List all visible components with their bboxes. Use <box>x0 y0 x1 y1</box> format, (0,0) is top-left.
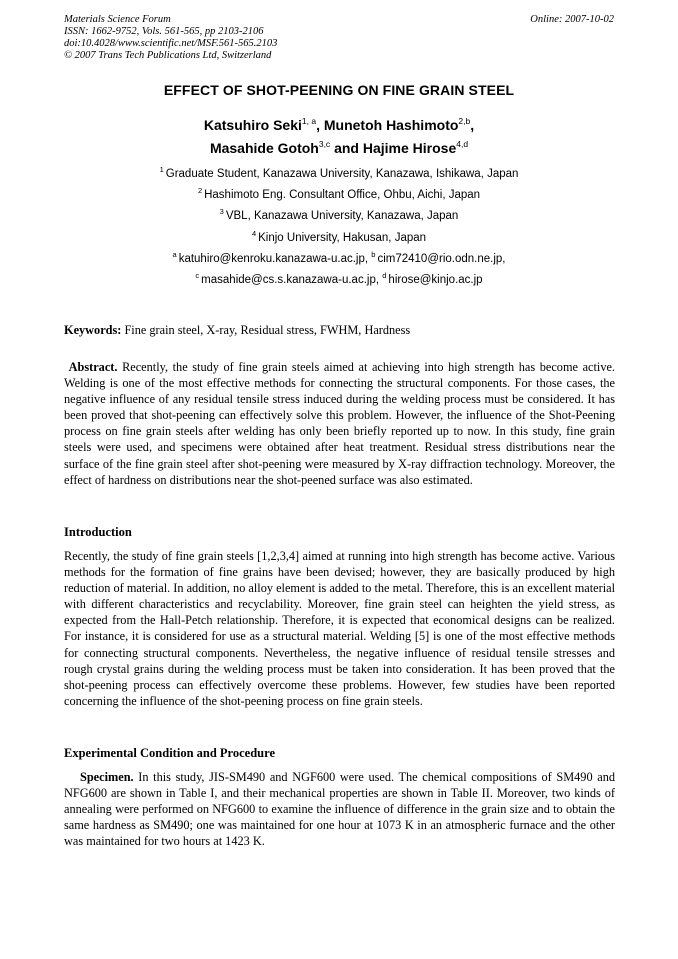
email-address: cim72410@rio.odn.ne.jp, <box>377 253 506 265</box>
journal-name: Materials Science Forum <box>64 14 171 25</box>
affiliation-text: VBL, Kanazawa University, Kanazawa, Japan <box>225 210 459 222</box>
doi-line: doi:10.4028/www.scientific.net/MSF.561-565.2103 <box>64 38 278 49</box>
author-line-2 <box>0 139 678 156</box>
author-sup: 3,c <box>318 139 331 149</box>
author-separator: , <box>316 117 324 133</box>
issn-line: ISSN: 1662-9752, Vols. 561-565, pp 2103-2106 <box>64 26 264 37</box>
email-line-1 <box>0 250 678 265</box>
affiliation-sup: 3 <box>219 207 224 216</box>
author-name: Munetoh Hashimoto <box>323 117 459 133</box>
affiliation-text: Kinjo University, Hakusan, Japan <box>258 232 427 244</box>
author-name: Masahide Gotoh <box>209 140 319 156</box>
email-sup: b <box>371 250 376 259</box>
author-sup: 4,d <box>456 139 469 149</box>
email-address: masahide@cs.s.kanazawa-u.ac.jp, <box>201 274 380 286</box>
email-sup: a <box>172 250 177 259</box>
copyright-line: © 2007 Trans Tech Publications Ltd, Switzerland <box>64 50 272 61</box>
author-sup: 2,b <box>458 116 471 126</box>
affiliation-text: Hashimoto Eng. Consultant Office, Ohbu, Aichi, Japan <box>204 189 481 201</box>
abstract <box>64 359 615 488</box>
specimen-paragraph <box>64 769 615 849</box>
author-name: Hajime Hirose <box>362 140 457 156</box>
keywords-text: Fine grain steel, X-ray, Residual stress, FWHM, Hardness <box>124 323 411 337</box>
paper-title: EFFECT OF SHOT-PEENING ON FINE GRAIN STEEL <box>163 82 515 98</box>
introduction-text: Recently, the study of fine grain steels [1,2,3,4] aimed at running into high strength has become active. Various methods for the formation of fine grains have been devised; however, they are basically produced by high reduction of material. In addition, no alloy element is added to the metal. Therefore, this is an excellent material with different characteristics and recyclability. Moreover, fine grain steel can heighten the yield stress, as expected from the Hall-Petch relationship. Therefore, it is expected that economical designs can be realized. For instance, it is considered for use as a structural material. Welding [5] is one of the most effective methods for connecting structural components. Nevertheless, the negative influence of residual tensile stresses and rough crystal grains during the welding process must be taken into consideration. It has been proved that the shot-peening process can effectively overcome these problems. However, few studies have been reported concerning the influence of the shot-peening process on fine grain steels. <box>64 549 615 708</box>
email-sup: d <box>382 271 387 280</box>
author-separator: , <box>470 117 475 133</box>
specimen-text: In this study, JIS-SM490 and NGF600 were used. The chemical compositions of SM490 and NFG600 are shown in Table I, and their mechanical properties are shown in Table II. Moreover, two kinds of annealing were performed on NFG600 to examine the influence of difference in the grain size and to obtain the same hardness as SM490; one was maintained for one hour at 1073 K in an atmospheric furnace and the other was maintained for two hours at 1423 K. <box>64 770 616 849</box>
affiliation <box>0 165 678 180</box>
email-address: hirose@kinjo.ac.jp <box>388 274 483 286</box>
abstract-text: Recently, the study of fine grain steels aimed at achieving into high strength has become active. Welding is one of the most effective methods for connecting the structural components. For those cases, the negative influence of any residual tensile stress induced during the welding process must be considered. It has been proved that shot-peening can effectively solve this problem. However, the influence of the Shot-Peening process on fine grain steels after welding has only been briefly reported up to now. In this study, fine grain steels were used, and specimens were obtained after heat treatment. Residual stress distributions near the surface of the fine grain steel after shot-peening were measured by X-ray diffraction technology. Moreover, the effect of hardness on distributions near the shot-peened surface was also estimated. <box>64 360 616 487</box>
email-address: katuhiro@kenroku.kanazawa-u.ac.jp, <box>178 253 369 265</box>
affiliation-sup: 1 <box>159 165 164 174</box>
abstract-label: Abstract. <box>68 360 118 374</box>
specimen-label: Specimen. <box>80 770 134 784</box>
journal-header <box>64 14 277 62</box>
affiliation <box>0 186 678 201</box>
author-sup: 1, a <box>301 116 317 126</box>
author-name: Katsuhiro Seki <box>203 117 302 133</box>
experimental-heading: Experimental Condition and Procedure <box>64 746 276 760</box>
introduction-heading: Introduction <box>64 525 132 539</box>
affiliation-text: Graduate Student, Kanazawa University, Kanazawa, Ishikawa, Japan <box>165 168 519 180</box>
online-date: Online: 2007-10-02 <box>530 14 614 25</box>
keywords-label: Keywords: <box>64 323 122 337</box>
keywords <box>64 322 615 338</box>
affiliation <box>0 207 678 222</box>
affiliation <box>0 229 678 244</box>
author-conjunction: and <box>330 140 363 156</box>
email-line-2 <box>0 271 678 286</box>
affiliation-sup: 4 <box>251 229 257 238</box>
author-line-1 <box>0 116 678 133</box>
affiliation-sup: 2 <box>197 186 203 195</box>
email-sup: c <box>195 271 200 280</box>
